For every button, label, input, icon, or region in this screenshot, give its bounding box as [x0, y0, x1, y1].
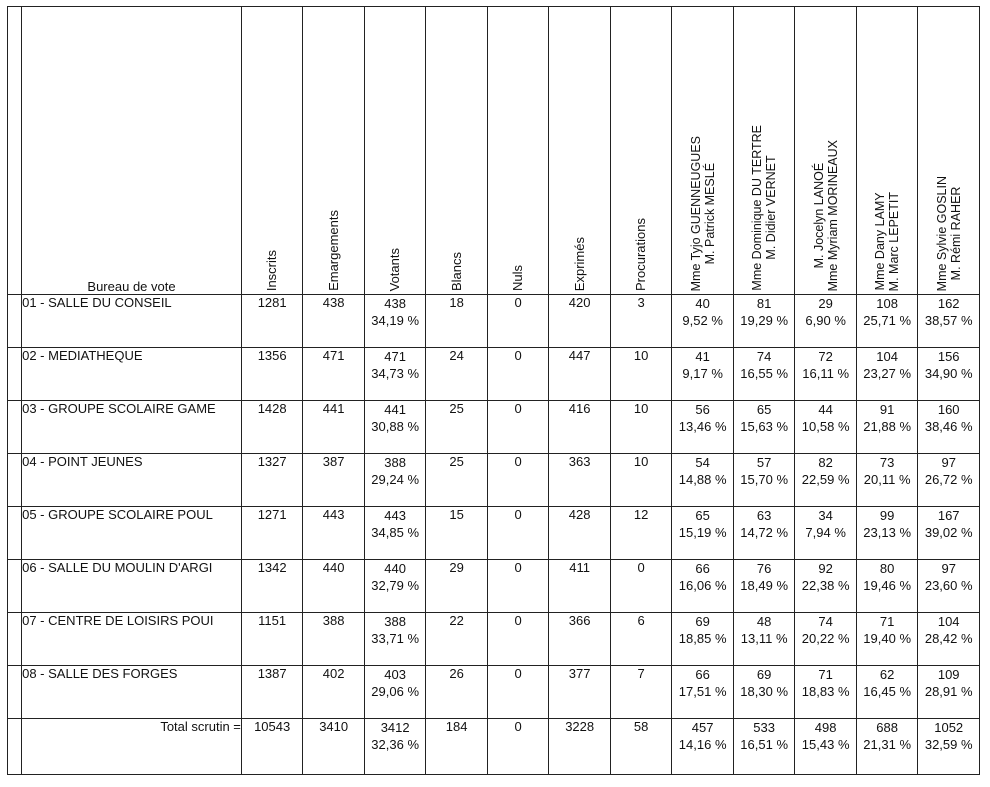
exprimes-cell: 447	[549, 348, 611, 401]
total-candidate-1-pct: 14,16 %	[678, 737, 727, 752]
total-candidate-5-votes: 1052	[934, 720, 964, 735]
left-margin-cell	[8, 719, 22, 775]
votants-count: 388	[384, 455, 406, 470]
nuls-cell: 0	[487, 454, 549, 507]
left-margin-cell	[8, 7, 22, 295]
votants-cell	[364, 348, 426, 401]
table-row	[8, 348, 980, 401]
candidate-5-cell	[918, 560, 980, 613]
candidate-2-pct: 18,30 %	[740, 684, 788, 699]
total-candidate-3-votes: 498	[814, 720, 837, 735]
header-inscrits-label: Inscrits	[264, 249, 280, 291]
candidate-4-votes: 62	[879, 667, 895, 682]
left-margin-cell	[8, 401, 22, 454]
total-exprimes: 3228	[549, 719, 611, 775]
total-candidate-4-votes: 688	[876, 720, 898, 735]
candidate-3-pct: 22,38 %	[801, 578, 850, 593]
votants-cell	[364, 613, 426, 666]
inscrits-cell: 1428	[241, 401, 303, 454]
votants-pct: 30,88 %	[371, 419, 419, 434]
blancs-cell: 25	[426, 454, 488, 507]
votants-pct: 34,19 %	[371, 313, 419, 328]
header-candidate-2	[733, 7, 795, 295]
exprimes-cell: 363	[549, 454, 611, 507]
exprimes-cell: 377	[549, 666, 611, 719]
total-procurations: 58	[610, 719, 672, 775]
candidate-5-cell	[918, 666, 980, 719]
candidate-3-pct: 18,83 %	[801, 684, 850, 699]
candidate-4-pct: 21,88 %	[863, 419, 911, 434]
blancs-cell: 15	[426, 507, 488, 560]
nuls-cell: 0	[487, 507, 549, 560]
procurations-cell: 3	[610, 295, 672, 348]
candidate-2-cell	[733, 401, 795, 454]
candidate-3-pct: 6,90 %	[805, 313, 846, 328]
candidate-4-votes: 104	[876, 349, 898, 364]
header-inscrits	[241, 7, 303, 295]
candidate-3-cell	[795, 295, 857, 348]
total-emargements: 3410	[303, 719, 365, 775]
candidate-4-votes: 99	[879, 508, 895, 523]
header-procurations-label: Procurations	[633, 218, 649, 291]
candidate-1-pct: 14,88 %	[678, 472, 727, 487]
candidate-1-pct: 9,52 %	[682, 313, 723, 328]
candidate-5-cell	[918, 401, 980, 454]
candidate-4-name-2: M. Marc LEPETIT	[887, 191, 902, 291]
candidate-1-cell	[672, 454, 734, 507]
votants-count: 388	[384, 614, 406, 629]
candidate-5-pct: 28,91 %	[924, 684, 973, 699]
candidate-3-cell	[795, 613, 857, 666]
nuls-cell: 0	[487, 348, 549, 401]
emargements-cell: 440	[303, 560, 365, 613]
results-sheet	[7, 6, 980, 776]
candidate-2-votes: 74	[756, 349, 772, 364]
candidate-2-votes: 63	[756, 508, 772, 523]
candidate-4-votes: 71	[879, 614, 895, 629]
procurations-cell: 10	[610, 401, 672, 454]
votants-pct: 29,06 %	[371, 684, 419, 699]
candidate-5-pct: 38,46 %	[924, 419, 973, 434]
header-exprimes-label: Exprimés	[571, 236, 587, 291]
candidate-5-votes: 97	[941, 455, 956, 470]
votants-cell	[364, 560, 426, 613]
bureau-name: 05 - GROUPE SCOLAIRE POUL	[22, 507, 242, 560]
votants-pct: 29,24 %	[371, 472, 419, 487]
bureau-name: 06 - SALLE DU MOULIN D'ARGI	[22, 560, 242, 613]
total-candidate-5-pct: 32,59 %	[924, 737, 973, 752]
emargements-cell: 471	[303, 348, 365, 401]
candidate-3-votes: 72	[818, 349, 833, 364]
candidate-2-pct: 18,49 %	[740, 578, 788, 593]
candidate-3-votes: 71	[818, 667, 833, 682]
votants-cell	[364, 507, 426, 560]
candidate-5-pct: 23,60 %	[924, 578, 973, 593]
results-body	[8, 295, 980, 719]
bureau-name: 02 - MEDIATHEQUE	[22, 348, 242, 401]
candidate-5-votes: 167	[937, 508, 960, 523]
nuls-cell: 0	[487, 560, 549, 613]
total-votants-count: 3412	[380, 720, 410, 735]
votants-count: 438	[384, 296, 406, 311]
nuls-cell: 0	[487, 666, 549, 719]
candidate-2-votes: 76	[756, 561, 772, 576]
candidate-5-pct: 34,90 %	[924, 366, 973, 381]
candidate-2-votes: 48	[756, 614, 772, 629]
candidate-4-pct: 16,45 %	[863, 684, 911, 699]
blancs-cell: 22	[426, 613, 488, 666]
candidate-1-cell	[672, 401, 734, 454]
header-row	[8, 7, 980, 295]
candidate-3-name-2: Mme Myriam MORINEAUX	[825, 139, 840, 291]
left-margin-cell	[8, 507, 22, 560]
votants-pct: 34,85 %	[371, 525, 419, 540]
blancs-cell: 24	[426, 348, 488, 401]
candidate-5-cell	[918, 507, 980, 560]
candidate-1-cell	[672, 613, 734, 666]
exprimes-cell: 366	[549, 613, 611, 666]
emargements-cell: 387	[303, 454, 365, 507]
votants-cell	[364, 666, 426, 719]
candidate-4-cell	[856, 348, 918, 401]
bureau-name: 07 - CENTRE DE LOISIRS POUI	[22, 613, 242, 666]
candidate-5-pct: 38,57 %	[924, 313, 973, 328]
header-candidate-5	[918, 7, 980, 295]
table-row	[8, 560, 980, 613]
blancs-cell: 29	[426, 560, 488, 613]
candidate-4-pct: 23,27 %	[863, 366, 911, 381]
left-margin-cell	[8, 613, 22, 666]
candidate-4-name-1: Mme Dany LAMY	[873, 192, 888, 291]
candidate-1-cell	[672, 560, 734, 613]
candidate-1-cell	[672, 666, 734, 719]
candidate-4-cell	[856, 666, 918, 719]
candidate-2-cell	[733, 666, 795, 719]
candidate-5-votes: 160	[937, 402, 960, 417]
candidate-5-name-2: M. Rémi RAHER	[948, 186, 963, 281]
votants-cell	[364, 295, 426, 348]
candidate-5-votes: 109	[937, 667, 960, 682]
candidate-3-cell	[795, 560, 857, 613]
candidate-5-pct: 26,72 %	[924, 472, 973, 487]
left-margin-cell	[8, 666, 22, 719]
candidate-5-pct: 28,42 %	[924, 631, 973, 646]
procurations-cell: 0	[610, 560, 672, 613]
nuls-cell: 0	[487, 295, 549, 348]
candidate-1-votes: 66	[695, 667, 710, 682]
candidate-1-cell	[672, 507, 734, 560]
candidate-5-votes: 156	[937, 349, 960, 364]
votants-pct: 34,73 %	[371, 366, 419, 381]
candidate-3-pct: 10,58 %	[801, 419, 850, 434]
total-blancs: 184	[426, 719, 488, 775]
candidate-2-pct: 14,72 %	[740, 525, 788, 540]
candidate-2-pct: 15,70 %	[740, 472, 788, 487]
candidate-2-cell	[733, 560, 795, 613]
header-blancs	[426, 7, 488, 295]
votants-cell	[364, 454, 426, 507]
total-candidate-3	[795, 719, 857, 775]
candidate-3-name-1: M. Jocelyn LANOÉ	[811, 162, 826, 269]
candidate-3-cell	[795, 507, 857, 560]
candidate-2-votes: 69	[756, 667, 772, 682]
candidate-3-votes: 44	[818, 402, 833, 417]
total-candidate-1-votes: 457	[691, 720, 714, 735]
header-procurations	[610, 7, 672, 295]
procurations-cell: 12	[610, 507, 672, 560]
candidate-1-votes: 66	[695, 561, 710, 576]
total-candidate-3-pct: 15,43 %	[801, 737, 850, 752]
inscrits-cell: 1387	[241, 666, 303, 719]
candidate-4-cell	[856, 613, 918, 666]
blancs-cell: 25	[426, 401, 488, 454]
candidate-5-votes: 162	[937, 296, 960, 311]
candidate-3-cell	[795, 666, 857, 719]
candidate-4-votes: 91	[879, 402, 895, 417]
candidate-2-pct: 19,29 %	[740, 313, 788, 328]
total-candidate-4-pct: 21,31 %	[863, 737, 911, 752]
candidate-4-cell	[856, 401, 918, 454]
candidate-3-cell	[795, 348, 857, 401]
total-candidate-1	[672, 719, 734, 775]
candidate-1-cell	[672, 348, 734, 401]
candidate-4-cell	[856, 507, 918, 560]
candidate-4-cell	[856, 560, 918, 613]
total-candidate-2-pct: 16,51 %	[740, 737, 788, 752]
candidate-5-pct: 39,02 %	[924, 525, 973, 540]
table-row	[8, 507, 980, 560]
candidate-3-cell	[795, 454, 857, 507]
bureau-name: 04 - POINT JEUNES	[22, 454, 242, 507]
inscrits-cell: 1281	[241, 295, 303, 348]
candidate-1-votes: 40	[695, 296, 710, 311]
inscrits-cell: 1342	[241, 560, 303, 613]
total-inscrits: 10543	[241, 719, 303, 775]
exprimes-cell: 428	[549, 507, 611, 560]
candidate-1-votes: 41	[695, 349, 710, 364]
candidate-4-pct: 20,11 %	[863, 472, 911, 487]
candidate-1-pct: 15,19 %	[678, 525, 727, 540]
left-margin-cell	[8, 560, 22, 613]
votants-count: 441	[384, 402, 406, 417]
candidate-4-pct: 19,40 %	[863, 631, 911, 646]
header-candidate-1	[672, 7, 734, 295]
procurations-cell: 10	[610, 348, 672, 401]
emargements-cell: 443	[303, 507, 365, 560]
header-nuls	[487, 7, 549, 295]
bureau-name: 03 - GROUPE SCOLAIRE GAME	[22, 401, 242, 454]
bureau-header	[22, 7, 242, 295]
inscrits-cell: 1327	[241, 454, 303, 507]
left-margin-cell	[8, 295, 22, 348]
candidate-3-votes: 82	[818, 455, 833, 470]
votants-cell	[364, 401, 426, 454]
candidate-2-pct: 16,55 %	[740, 366, 788, 381]
candidate-3-votes: 29	[818, 296, 833, 311]
exprimes-cell: 411	[549, 560, 611, 613]
candidate-2-votes: 57	[756, 455, 772, 470]
table-row	[8, 454, 980, 507]
candidate-5-votes: 97	[941, 561, 956, 576]
candidate-1-cell	[672, 295, 734, 348]
candidate-2-name-2: M. Didier VERNET	[764, 156, 779, 261]
candidate-5-votes: 104	[937, 614, 960, 629]
votants-count: 471	[384, 349, 406, 364]
candidate-1-name-1: Mme Tyjo GUENNEUGUES	[688, 135, 703, 291]
candidate-4-cell	[856, 454, 918, 507]
emargements-cell: 388	[303, 613, 365, 666]
blancs-cell: 18	[426, 295, 488, 348]
total-nuls: 0	[487, 719, 549, 775]
nuls-cell: 0	[487, 613, 549, 666]
procurations-cell: 7	[610, 666, 672, 719]
candidate-5-cell	[918, 454, 980, 507]
header-candidate-3	[795, 7, 857, 295]
emargements-cell: 402	[303, 666, 365, 719]
candidate-2-cell	[733, 613, 795, 666]
candidate-3-pct: 22,59 %	[801, 472, 850, 487]
candidate-5-cell	[918, 613, 980, 666]
bureau-name: 08 - SALLE DES FORGES	[22, 666, 242, 719]
votants-pct: 33,71 %	[371, 631, 419, 646]
procurations-cell: 10	[610, 454, 672, 507]
table-row	[8, 666, 980, 719]
total-candidate-4	[856, 719, 918, 775]
blancs-cell: 26	[426, 666, 488, 719]
header-emargements-label: Emargements	[325, 210, 341, 291]
total-candidate-5	[918, 719, 980, 775]
table-row	[8, 401, 980, 454]
candidate-3-votes: 74	[818, 614, 833, 629]
total-votants-pct: 32,36 %	[371, 737, 419, 752]
candidate-2-cell	[733, 348, 795, 401]
candidate-4-cell	[856, 295, 918, 348]
candidate-5-name-1: Mme Sylvie GOSLIN	[934, 175, 949, 291]
candidate-4-pct: 23,13 %	[863, 525, 911, 540]
candidate-2-cell	[733, 454, 795, 507]
table-row	[8, 295, 980, 348]
candidate-2-cell	[733, 295, 795, 348]
header-votants-label: Votants	[387, 247, 403, 291]
candidate-1-votes: 65	[695, 508, 710, 523]
candidate-1-pct: 16,06 %	[678, 578, 727, 593]
candidate-4-votes: 73	[879, 455, 895, 470]
votants-count: 440	[384, 561, 406, 576]
exprimes-cell: 420	[549, 295, 611, 348]
candidate-1-pct: 13,46 %	[678, 419, 727, 434]
header-blancs-label: Blancs	[448, 251, 464, 291]
inscrits-cell: 1356	[241, 348, 303, 401]
candidate-4-votes: 108	[876, 296, 898, 311]
candidate-1-pct: 18,85 %	[678, 631, 727, 646]
inscrits-cell: 1271	[241, 507, 303, 560]
candidate-2-votes: 81	[756, 296, 772, 311]
candidate-1-name-2: M. Patrick MESLÉ	[702, 162, 717, 265]
candidate-2-cell	[733, 507, 795, 560]
candidate-3-cell	[795, 401, 857, 454]
header-votants	[364, 7, 426, 295]
total-candidate-2-votes: 533	[753, 720, 775, 735]
table-row	[8, 613, 980, 666]
votants-count: 443	[384, 508, 406, 523]
exprimes-cell: 416	[549, 401, 611, 454]
header-emargements	[303, 7, 365, 295]
candidate-3-pct: 20,22 %	[801, 631, 850, 646]
left-margin-cell	[8, 348, 22, 401]
candidate-2-name-1: Mme Dominique DU TERTRE	[750, 125, 765, 291]
candidate-1-pct: 9,17 %	[682, 366, 723, 381]
total-candidate-2	[733, 719, 795, 775]
candidate-3-votes: 92	[818, 561, 833, 576]
candidate-2-pct: 15,63 %	[740, 419, 788, 434]
bureau-header-label: Bureau de vote	[87, 279, 176, 294]
candidate-2-pct: 13,11 %	[740, 631, 788, 646]
candidate-4-pct: 25,71 %	[863, 313, 911, 328]
left-margin-cell	[8, 454, 22, 507]
candidate-5-cell	[918, 348, 980, 401]
candidate-1-pct: 17,51 %	[678, 684, 727, 699]
election-results-table	[7, 6, 980, 775]
emargements-cell: 441	[303, 401, 365, 454]
votants-pct: 32,79 %	[371, 578, 419, 593]
inscrits-cell: 1151	[241, 613, 303, 666]
candidate-5-cell	[918, 295, 980, 348]
header-exprimes	[549, 7, 611, 295]
total-row	[8, 719, 980, 775]
votants-count: 403	[384, 667, 406, 682]
candidate-4-pct: 19,46 %	[863, 578, 911, 593]
nuls-cell: 0	[487, 401, 549, 454]
bureau-name: 01 - SALLE DU CONSEIL	[22, 295, 242, 348]
candidate-4-votes: 80	[879, 561, 895, 576]
emargements-cell: 438	[303, 295, 365, 348]
candidate-1-votes: 56	[695, 402, 710, 417]
candidate-3-pct: 16,11 %	[802, 366, 850, 381]
candidate-1-votes: 54	[695, 455, 710, 470]
total-label: Total scrutin =	[22, 719, 242, 775]
total-votants	[364, 719, 426, 775]
procurations-cell: 6	[610, 613, 672, 666]
candidate-3-votes: 34	[818, 508, 833, 523]
candidate-3-pct: 7,94 %	[805, 525, 846, 540]
header-nuls-label: Nuls	[510, 264, 526, 291]
candidate-2-votes: 65	[756, 402, 772, 417]
candidate-1-votes: 69	[695, 614, 710, 629]
header-candidate-4	[856, 7, 918, 295]
